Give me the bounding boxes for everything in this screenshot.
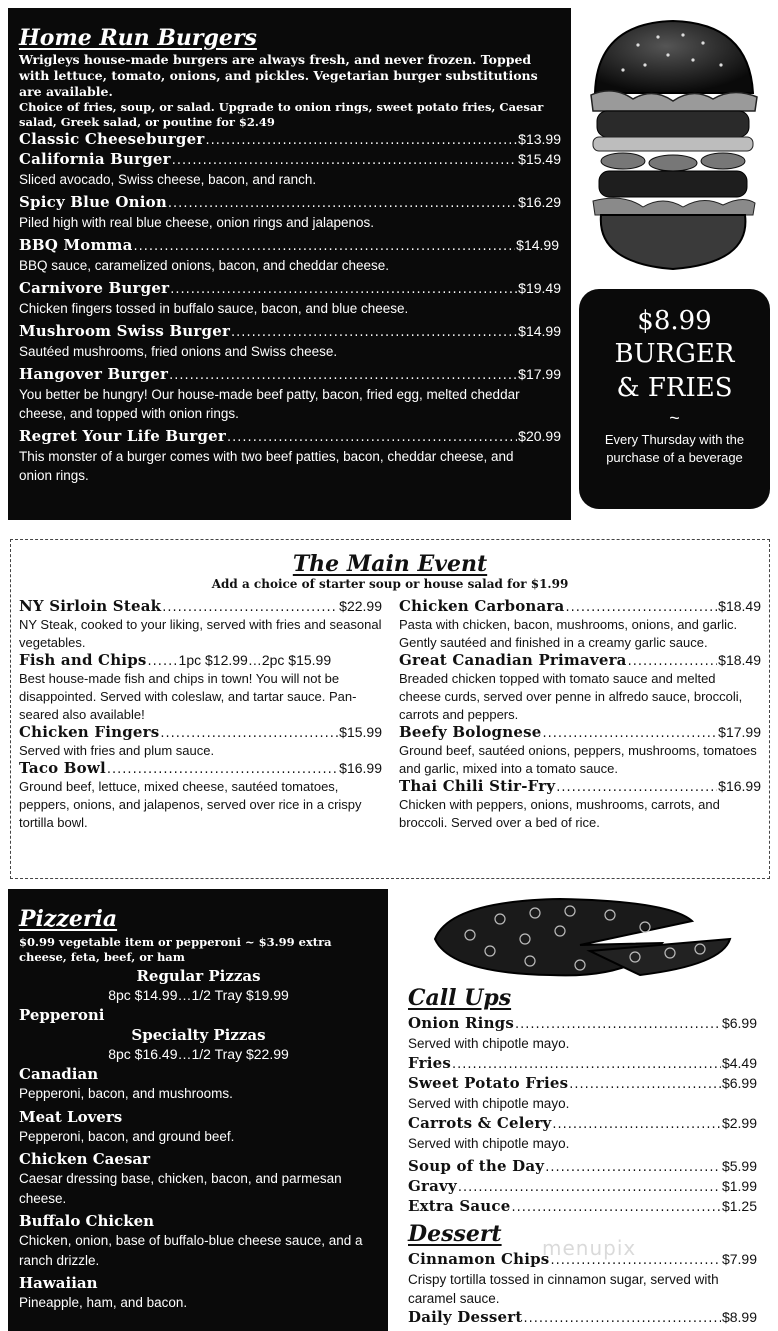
item-price: $18.49 [718, 598, 761, 614]
main-item [399, 598, 761, 652]
pizza-name: Buffalo Chicken [19, 1212, 155, 1230]
main-event-subtitle: Add a choice of starter soup or house salad for $1.99 [211, 577, 569, 591]
burgers-section [8, 8, 571, 520]
pizza-name: Pepperoni [19, 1006, 105, 1024]
item-desc: Piled high with real blue cheese, onion rings and jalapenos. [19, 215, 374, 230]
pizzeria-intro: $0.99 vegetable item or pepperoni ~ $3.99 extra cheese, feta, beef, or ham [19, 935, 332, 964]
pizza-desc: Pepperoni, bacon, and mushrooms. [19, 1086, 233, 1101]
main-event-right-column [399, 598, 761, 832]
call-ups-section [408, 986, 757, 1328]
item-price: $8.99 [721, 1309, 757, 1325]
item-name: Mushroom Swiss Burger [19, 322, 231, 340]
item-price: $19.49 [518, 280, 561, 296]
main-item [19, 598, 382, 652]
item-name: NY Sirloin Steak [19, 597, 162, 615]
item-price: $17.99 [518, 366, 561, 382]
item-price: $13.99 [518, 131, 561, 147]
item-name: Classic Cheeseburger [19, 130, 205, 148]
item-desc: Chicken fingers tossed in buffalo sauce, bacon, and blue cheese. [19, 301, 409, 316]
item-desc: Sautéed mushrooms, fried onions and Swiss cheese. [19, 344, 338, 359]
item-name: Beefy Bolognese [399, 723, 542, 741]
main-item [399, 778, 761, 832]
item-price: $2.99 [721, 1115, 757, 1131]
item-name: Sweet Potato Fries [408, 1074, 569, 1092]
item-name: Regret Your Life Burger [19, 427, 227, 445]
item-price: 1pc $12.99…2pc $15.99 [178, 652, 332, 668]
call-ups-title: Call Ups [408, 985, 512, 1011]
item-name: California Burger [19, 150, 171, 168]
item-desc: Chicken with peppers, onions, mushrooms, carrots, and broccoli. Served over a bed of rice. [399, 797, 720, 830]
specialty-pizzas-price: 8pc $16.49…1/2 Tray $22.99 [108, 1046, 289, 1062]
promo-price: $8.99 [637, 306, 712, 336]
item-desc: Pasta with chicken, bacon, mushrooms, onions, and garlic. Gently sautéed and finished in a creamy garlic sauce. [399, 617, 738, 650]
burger-item [19, 130, 561, 150]
pizzeria-title: Pizzeria [19, 906, 118, 932]
item-name: Chicken Fingers [19, 723, 160, 741]
item-price: $18.49 [718, 652, 761, 668]
item-price: $4.49 [721, 1055, 757, 1071]
item-price: $14.99 [518, 323, 561, 339]
main-item [19, 724, 382, 760]
item-name: Soup of the Day [408, 1157, 545, 1175]
item-name: Carnivore Burger [19, 279, 170, 297]
item-price: $5.99 [721, 1158, 757, 1174]
promo-line2: & FRIES [616, 373, 733, 403]
promo-tilde: ~ [669, 408, 680, 428]
item-name: Taco Bowl [19, 759, 106, 777]
promo-line1: BURGER [614, 339, 735, 369]
item-price: $1.25 [721, 1198, 757, 1214]
item-name: Spicy Blue Onion [19, 193, 167, 211]
pizza-name: Canadian [19, 1065, 99, 1083]
burgers-title: Home Run Burgers [19, 25, 257, 51]
item-desc: Served with chipotle mayo. [408, 1096, 570, 1111]
burger-item [19, 236, 559, 275]
main-item [399, 652, 761, 724]
main-event-section [10, 539, 770, 879]
item-price: $22.99 [339, 598, 382, 614]
dessert-title: Dessert [408, 1221, 502, 1247]
item-price: $6.99 [721, 1015, 757, 1031]
item-name: Chicken Carbonara [399, 597, 565, 615]
main-item [19, 652, 382, 724]
item-price: $1.99 [721, 1178, 757, 1194]
item-name: Daily Dessert [408, 1308, 523, 1326]
pizzeria-section [8, 889, 388, 1331]
burger-item [19, 427, 561, 485]
specialty-pizzas-heading: Specialty Pizzas [131, 1026, 266, 1044]
main-event-left-column [19, 598, 382, 832]
item-name: Cinnamon Chips [408, 1250, 550, 1268]
regular-pizzas-heading: Regular Pizzas [136, 967, 261, 985]
regular-pizzas-price: 8pc $14.99…1/2 Tray $19.99 [108, 987, 289, 1003]
pizza-desc: Chicken, onion, base of buffalo-blue cheese sauce, and a ranch drizzle. [19, 1233, 363, 1268]
item-name: Fish and Chips [19, 651, 147, 669]
item-price: $7.99 [721, 1251, 757, 1267]
watermark: menupix [542, 1236, 637, 1260]
item-price: $15.99 [339, 724, 382, 740]
main-item [399, 724, 761, 778]
burger-illustration [583, 15, 763, 295]
item-desc: Ground beef, lettuce, mixed cheese, sautéed tomatoes, peppers, onions, and jalapenos, served over rice in a crispy tortilla bowl. [19, 779, 362, 830]
burger-list [19, 130, 561, 485]
item-desc: Best house-made fish and chips in town! You will not be disappointed. Served with coleslaw, and tartar sauce. Pan-seared also available! [19, 671, 357, 722]
burger-item [19, 322, 561, 361]
item-price: $14.99 [516, 237, 559, 253]
promo-badge [579, 289, 770, 509]
item-desc: Served with chipotle mayo. [408, 1136, 570, 1151]
burger-item [19, 150, 561, 189]
burgers-intro: Wrigleys house-made burgers are always fresh, and never frozen. Topped with lettuce, tomato, onions, and pickles. Vegetarian burger substitutions are available. [19, 52, 538, 99]
item-price: $15.49 [518, 151, 561, 167]
item-name: Fries [408, 1054, 451, 1072]
item-name: Onion Rings [408, 1014, 515, 1032]
item-price: $16.99 [339, 760, 382, 776]
item-price: $20.99 [518, 428, 561, 444]
burger-item [19, 279, 561, 318]
pizza-name: Chicken Caesar [19, 1150, 151, 1168]
item-price: $6.99 [721, 1075, 757, 1091]
item-price: $16.29 [518, 194, 561, 210]
pizza-desc: Pineapple, ham, and bacon. [19, 1295, 188, 1310]
burgers-intro-small: Choice of fries, soup, or salad. Upgrade to onion rings, sweet potato fries, Caesar salad, Greek salad, or poutine for $2.49 [19, 100, 544, 129]
item-desc: Sliced avocado, Swiss cheese, bacon, and ranch. [19, 172, 317, 187]
burger-item [19, 365, 561, 423]
item-price: $17.99 [718, 724, 761, 740]
item-desc: Served with fries and plum sauce. [19, 743, 215, 758]
item-name: Great Canadian Primavera [399, 651, 627, 669]
item-desc: Crispy tortilla tossed in cinnamon sugar, served with caramel sauce. [408, 1272, 719, 1306]
main-item [19, 760, 382, 832]
item-name: Extra Sauce [408, 1197, 511, 1215]
item-desc: BBQ sauce, caramelized onions, bacon, and cheddar cheese. [19, 258, 389, 273]
item-price: $16.99 [718, 778, 761, 794]
pizza-name: Hawaiian [19, 1274, 98, 1292]
pizza-illustration [430, 895, 740, 980]
item-desc: Served with chipotle mayo. [408, 1036, 570, 1051]
item-name: Hangover Burger [19, 365, 169, 383]
pizza-desc: Caesar dressing base, chicken, bacon, and parmesan cheese. [19, 1171, 342, 1206]
item-desc: This monster of a burger comes with two beef patties, bacon, cheddar cheese, and onion rings. [19, 449, 514, 483]
item-desc: Ground beef, sautéed onions, peppers, mushrooms, tomatoes and garlic, mixed into a tomato sauce. [399, 743, 757, 776]
item-name: Thai Chili Stir-Fry [399, 777, 556, 795]
item-name: Gravy [408, 1177, 457, 1195]
promo-note: Every Thursday with the purchase of a beverage [604, 432, 745, 465]
item-desc: You better be hungry! Our house-made beef patty, bacon, fried egg, melted cheddar cheese, and topped with onion rings. [19, 387, 520, 421]
main-event-title: The Main Event [292, 551, 488, 577]
item-name: BBQ Momma [19, 236, 133, 254]
item-desc: Breaded chicken topped with tomato sauce and melted cheese curds, served over penne in alfredo sauce, broccoli, carrots and peppers. [399, 671, 743, 722]
item-desc: NY Steak, cooked to your liking, served with fries and seasonal vegetables. [19, 617, 382, 650]
burger-item [19, 193, 561, 232]
pizza-desc: Pepperoni, bacon, and ground beef. [19, 1128, 235, 1144]
item-name: Carrots & Celery [408, 1114, 552, 1132]
pizza-name: Meat Lovers [19, 1107, 123, 1126]
